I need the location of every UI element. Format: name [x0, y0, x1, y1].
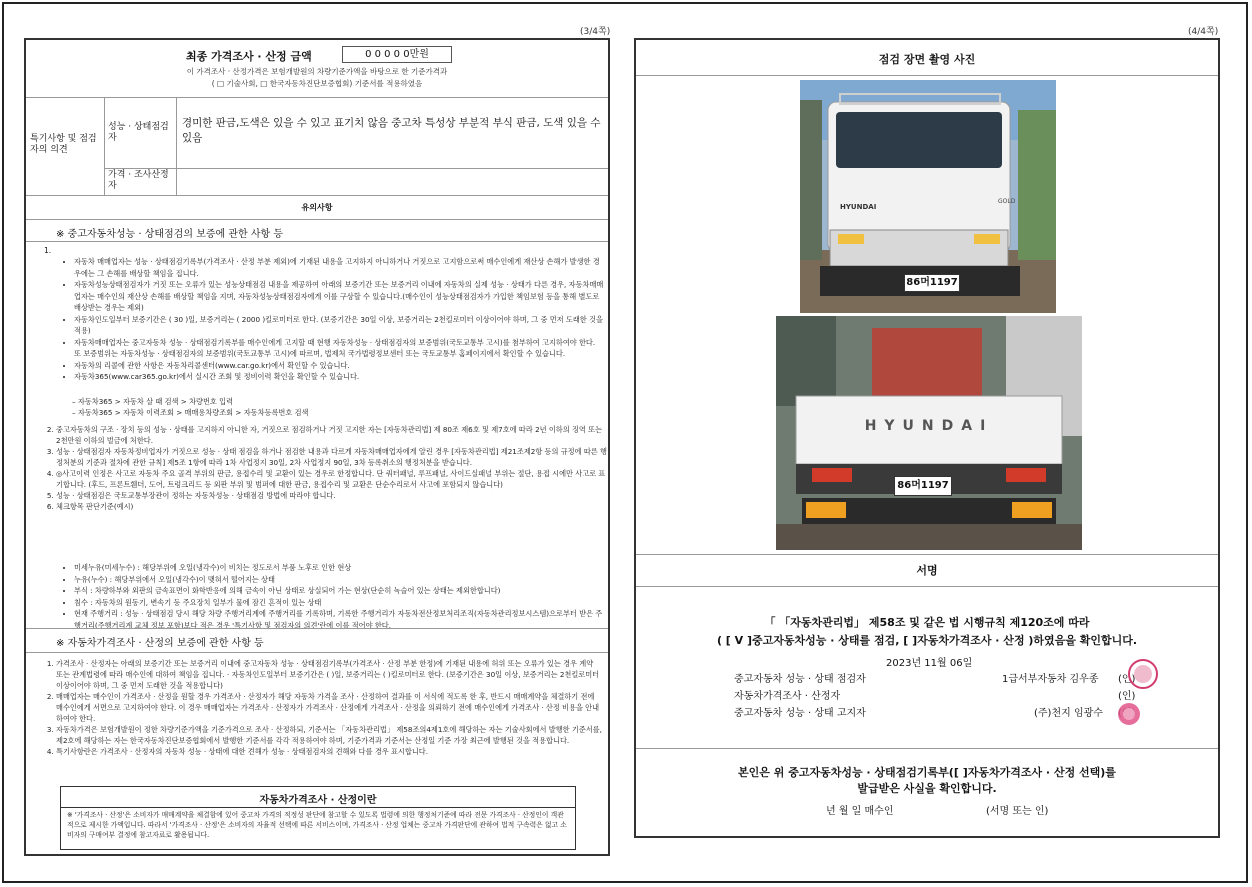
section1-title: ※ 중고자동차성능 · 상태점검의 보증에 관한 사항 등 [56, 229, 284, 240]
section1-numbered-list [38, 424, 608, 512]
section2-title: ※ 자동차가격조사 · 산정의 보증에 관한 사항 등 [56, 638, 264, 649]
bullet-item: • 자동차인도일부터 보증기간은 ( 30 )일, 보증거리는 ( 2000 )킬로미터로 한다. (보증기간은 30일 이상, 보증거리는 2천킬로미터 이상이어야 하며, 그 중 먼저 도래한 것을 적용) [74, 314, 604, 337]
numbered-item: 3. 성능 · 상태점검자 자동차정비업자가 거짓으로 성능 · 상태 점검을 하거나 점검한 내용과 다르게 자동차매매업자에게 알린 경우 [자동차관리법] 제21조제2항 등의 규정에 따른 행정처분의 기준과 절차에 관한 규칙] 제5조 1항에 따라 1차 사업정지 30일, 2차 사업정지 90일, 3차 등록취소의 행정처분을 받습니다. [56, 446, 608, 468]
signer-role: 중고자동차 성능 · 상태 점검자 [734, 674, 866, 685]
opinion-section [26, 98, 608, 196]
criteria-item: • 누유(누수) : 해당부위에서 오일(냉각수)이 맺혀서 떨어지는 상태 [74, 574, 604, 586]
seal-mark: (인) [1118, 691, 1136, 702]
bullet-item: • 자동차성능상태점검자가 거짓 또는 오류가 있는 성능상태점검 내용을 제공하여 아래의 보증기간 또는 보증거리 이내에 자동차의 실제 성능 · 상태가 다른 경우, 자동차매매업자는 매수인의 재산상 손해를 배상할 책임을 지며, 자동차성능상태점검자에게 이를 구상할 수 있습니다.(매수인이 성능상태점검자가 가입한 책임보험 등을 통해 별도로 배상받는 경우는 제외) [74, 279, 604, 314]
rear-inspection-photo [776, 316, 1082, 550]
notifier-seal-stamp [1116, 700, 1142, 728]
photo-title: 점검 장면 촬영 사진 [878, 53, 976, 66]
bullet-item: • 자동차의 리콜에 관한 사항은 자동차리콜센터(www.car.go.kr)에서 확인할 수 있습니다. [74, 360, 604, 372]
signer-name: 1급서부자동차 김우종 [1002, 674, 1099, 685]
car365-path-1: – 자동차365 > 자동차 살 때 검색 > 차량번호 입력 [72, 397, 234, 406]
final-price-label: 최종 가격조사 · 산정 금액 [186, 50, 312, 63]
car365-path-2: – 자동차365 > 자동차 이력조회 > 매매용차량조회 > 자동차등록번호 검색 [72, 408, 309, 417]
criteria-item: • 침수 : 자동차의 원동기, 변속기 등 주요장치 일부가 물에 잠긴 흔적이 있는 상태 [74, 597, 604, 609]
numbered-item: 2. 중고자동차의 구조 · 장치 등의 성능 · 상태를 고지하지 아니한 자, 거짓으로 점검하거나 거짓 고지한 자는 [자동차관리법] 제 80조 제6호 및 제7호에 따라 2년 이하의 징역 또는 2천만원 이하의 벌금에 처한다. [56, 424, 608, 446]
bullet-item: • 자동차매매업자는 중고자동차 성능 · 상태점검기록부를 매수인에게 고지할 때 현행 자동차성능 · 상태점검자의 보증범위(국토교통부 고시)를 첨부하여 고지하여야 한다. 또 보증범위는 자동차성능 · 상태점검자의 보증범위(국토교통부 고시)에 따르며, 법제처 국가법령정보센터 또는 국토교통부 홈페이지에서 확인할 수 있습니다. [74, 337, 604, 360]
section2-list [38, 658, 602, 757]
signer-name: (주)천지 임광수 [1034, 708, 1103, 719]
signer-role: 중고자동차 성능 · 상태 고지자 [734, 708, 866, 719]
notice-title: 유의사항 [301, 203, 333, 212]
opinion-side-label: 특기사항 및 점검자의 의견 [30, 134, 97, 155]
receipt-line-2: 발급받은 사실을 확인합니다. [857, 782, 997, 795]
signer-role: 자동차가격조사 · 산정자 [734, 691, 841, 702]
inspector-seal-stamp [1126, 658, 1160, 690]
notice-title-row [26, 196, 608, 220]
numbered-item: 1. 가격조사 · 산정자는 아래의 보증기간 또는 보증거리 이내에 중고자동차 성능 · 상태점검기록부(가격조사 · 산정 부분 한정)에 기재된 내용에 허위 또는 오류가 있는 경우 계약 또는 관계법령에 따라 매수인에 대하여 책임을 집니다. · 자동차인도일부터 보증기간은 ( )일, 보증거리는 ( )킬로미터로 한다. (보증기간은 30일 이상, 보증거리는 2천킬로미터 이상이어야 하며, 그 중 먼저 도래한 것을 적용합니다) [56, 658, 602, 691]
confirmation-line: ( [ V ]중고자동차성능 · 상태를 점검, [ ]자동차가격조사 · 산정 )하였음을 확인합니다. [716, 634, 1138, 647]
bullet-item: • 자동차 매매업자는 성능 · 상태점검기록부(가격조사 · 산정 부분 제외)에 기재된 내용을 고지하지 아니하거나 거짓으로 고지함으로써 매수인에게 재산상 손해가 발생한 경우에는 그 손해를 배상할 책임을 집니다. [74, 256, 604, 279]
page-number-right: (4/4쪽) [1188, 27, 1219, 37]
numbered-item: 3. 자동차가격은 보험개발원이 정한 차량기준가액을 기준가격으로 조사 · 산정하되, 기준서는 「자동차관리법」 제58조의4제1호에 해당하는 자는 기술사회에서 발행한 기준서를, 제2호에 해당하는 자는 한국자동차진단보증협회에서 발행한 기준서를 각각 적용하여야 하며, 기준가격과 기준서는 산정일 기준 가장 최근에 발행된 것을 적용합니다. [56, 724, 602, 746]
signature-date: 2023년 11월 06일 [886, 658, 973, 669]
price-definition-box [60, 786, 576, 850]
numbered-item: 4. 특기사항란은 가격조사 · 산정자의 자동차 성능 · 상태에 대한 견해가 성능 · 상태점검자의 견해와 다를 경우 표시합니다. [56, 746, 602, 757]
numbered-item: 2. 매매업자는 매수인이 가격조사 · 산정을 원할 경우 가격조사 · 산정자가 해당 자동차 가격을 조사 · 산정하여 결과를 이 서식에 적도록 한 후, 반드시 매매계약을 체결하기 전에 매수인에게 서면으로 고지하여야 한다. 이 경우 매매업자는 가격조사 · 산정자가 가격조사 · 산정에게 가격조사 · 산정을 의뢰하기 전에 매수인에게 가격조사 · 산정 비용을 안내하여야 한다. [56, 691, 602, 724]
criteria-item: • 부식 : 차량하부와 외판의 금속표면이 화학반응에 의해 금속이 아닌 상태로 상실되어 가는 현상(단순히 녹슬어 있는 상태는 제외한합니다) [74, 585, 604, 597]
final-price-section [26, 40, 608, 98]
rear-license-plate: 86머1197 [894, 476, 952, 496]
receipt-line-1: 본인은 위 중고자동차성능 · 상태점검기록부([ ]자동차가격조사 · 산정 선택)를 [738, 766, 1116, 779]
section1-title-row [26, 220, 608, 242]
final-price-note-1: 이 가격조사 · 산정가격은 보험개발원의 차량기준가액을 바탕으로 한 기준가격과 [186, 67, 448, 76]
signature-title: 서명 [916, 564, 938, 577]
numbered-item: 5. 성능 · 상태점검은 국토교통부장관이 정하는 자동차성능 · 상태점검 방법에 따라야 합니다. [56, 490, 608, 501]
criteria-list [60, 562, 604, 631]
perf-inspector-label: 성능 · 상태점검자 [108, 122, 169, 143]
front-license-plate: 86머1197 [904, 274, 960, 292]
page-number-left: (3/4쪽) [580, 27, 611, 37]
seal-mark: (인) [1118, 674, 1136, 685]
perf-inspector-opinion: 경미한 판금,도색은 있을 수 있고 표기치 않음 중고차 특성상 부분적 부식 판금, 도색 있을 수 있음 [182, 117, 601, 144]
final-price-unit: 만원 [409, 49, 429, 60]
numbered-item: 4. ◎사고이력 인정은 사고로 자동차 주요 골격 부위의 판금, 용접수리 및 교환이 있는 경우로 한정합니다. 단 쿼터패널, 루프패널, 사이드실패널 부위는 절단, 용접 시에만 사고로 표기합니다. (후드, 프론트휀더, 도어, 트렁크리드 등 외판 부위 및 범퍼에 대한 판금, 용접수리 및 교환은 단순수리로서 사고에 포함되지 않습니다) [56, 468, 608, 490]
photo-title-row [636, 40, 1218, 76]
section1-bullet-list [60, 256, 604, 383]
price-definition-text: ※ '가격조사 · 산정'은 소비자가 매매계약을 체결함에 있어 중고차 가격의 적정성 판단에 참고할 수 있도록 법령에 의한 행정처기준에 따라 전문 가격조사 · 산정인이 객관적으로 제시한 가액입니다. 따라서 '가격조사 · 산정'은 소비자의 자율적 선택에 따른 서비스이며, 가격조사 · 산정 업체는 중고차 가격판단에 관하여 법적 구속력은 없고 소비자의 구매여부 결정에 참고자료로 활용됩니다. [67, 811, 567, 839]
final-price-value: 0 0 0 0 0 [365, 49, 410, 60]
law-reference-line: 「 「자동차관리법」 제58조 및 같은 법 시행규칙 제120조에 따라 [764, 616, 1090, 629]
section1-item1-number: 1. [44, 246, 52, 255]
bullet-item: • 자동차365(www.car365.go.kr)에서 실시간 조회 및 정비이력 확인을 확인할 수 있습니다. [74, 371, 604, 383]
front-brand-lettering: HYUNDAI [840, 203, 877, 211]
final-price-value-box [342, 46, 452, 63]
buyer-date-line: 년 월 일 매수인 [826, 806, 894, 817]
price-definition-title: 자동차가격조사 · 산정이란 [259, 795, 377, 806]
final-price-note-2: ( □ 기술사회, □ 한국자동차진단보증협회) 기준서를 적용하였음 [211, 79, 423, 88]
buyer-signature-label: (서명 또는 인) [986, 806, 1049, 817]
section1-body [38, 246, 607, 630]
front-model-lettering: GOLD [998, 198, 1016, 205]
rear-brand-lettering: HYUNDAI [864, 418, 994, 434]
price-assessor-label: 가격 · 조사산정자 [108, 170, 169, 191]
numbered-item: 6. 체크항목 판단기준(예시) [56, 501, 608, 512]
criteria-item: • 미세누유(미세누수) : 해당부위에 오일(냉각수)이 비치는 정도로서 부품 노후로 인한 현상 [74, 562, 604, 574]
right-page [634, 38, 1220, 838]
front-inspection-photo [800, 80, 1056, 313]
criteria-item: • 현재 주행거리 : 성능 · 상태점검 당시 해당 차량 주행거리계에 주행거리를 기록하며, 기록한 주행거리가 자동차전산정보처리조직(자동차관리정보시스템)으로부터 받은 주행거리(주행거리계 교체 정보 포함)보다 적은 경우 '특기사항 및 점검자의 의견'란에 이를 적어야 한다. [74, 608, 604, 631]
left-page [24, 38, 610, 856]
